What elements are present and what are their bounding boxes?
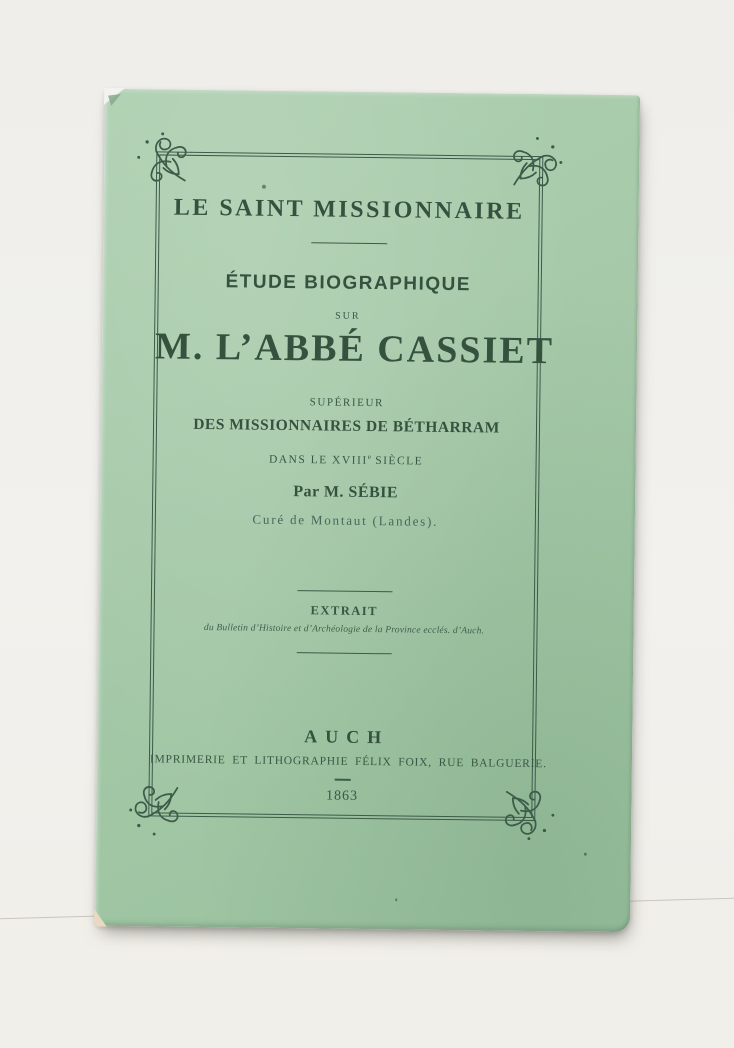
ink-speck [395, 898, 397, 901]
role-line: SUPÉRIEUR [309, 396, 385, 410]
period-text: DANS LE XVIII [268, 453, 368, 467]
connector-word: SUR [335, 310, 361, 322]
period-line [154, 450, 539, 469]
period-superscript: e [367, 452, 371, 462]
author-byline: Par M. SÉBIE [293, 483, 399, 502]
dog-ear-fold [108, 94, 121, 106]
main-title: M. L’ABBÉ CASSIET [154, 325, 555, 373]
extract-label: EXTRAIT [310, 603, 379, 619]
series-title: LE SAINT MISSIONNAIRE [173, 194, 525, 225]
book-cover [95, 89, 640, 932]
floral-ornament-icon [508, 125, 575, 192]
extract-source-line: du Bulletin d’Histoire et d’Archéologie de la Province ecclés. d’Auch. [203, 623, 485, 637]
divider-rule [297, 590, 392, 592]
printer-imprint-line: IMPRIMERIE ET LITHOGRAPHIE FÉLIX FOIX, RUE BALGUERIE. [149, 753, 547, 771]
divider-rule [296, 652, 391, 654]
floral-ornament-icon [125, 120, 192, 187]
worn-corner-bottom-left [94, 909, 107, 927]
printed-border-frame [148, 151, 555, 821]
genre-heading: ÉTUDE BIOGRAPHIQUE [225, 271, 472, 296]
ink-speck [584, 853, 587, 856]
publication-year: 1863 [325, 788, 359, 804]
period-tail: SIÈCLE [370, 454, 424, 468]
congregation-line: DES MISSIONNAIRES DE BÉTHARRAM [193, 415, 500, 437]
divider-rule [311, 242, 387, 244]
short-dash-rule [334, 779, 350, 781]
city-name: AUCH [304, 726, 390, 748]
author-title-line: Curé de Montaut (Landes). [252, 511, 439, 529]
